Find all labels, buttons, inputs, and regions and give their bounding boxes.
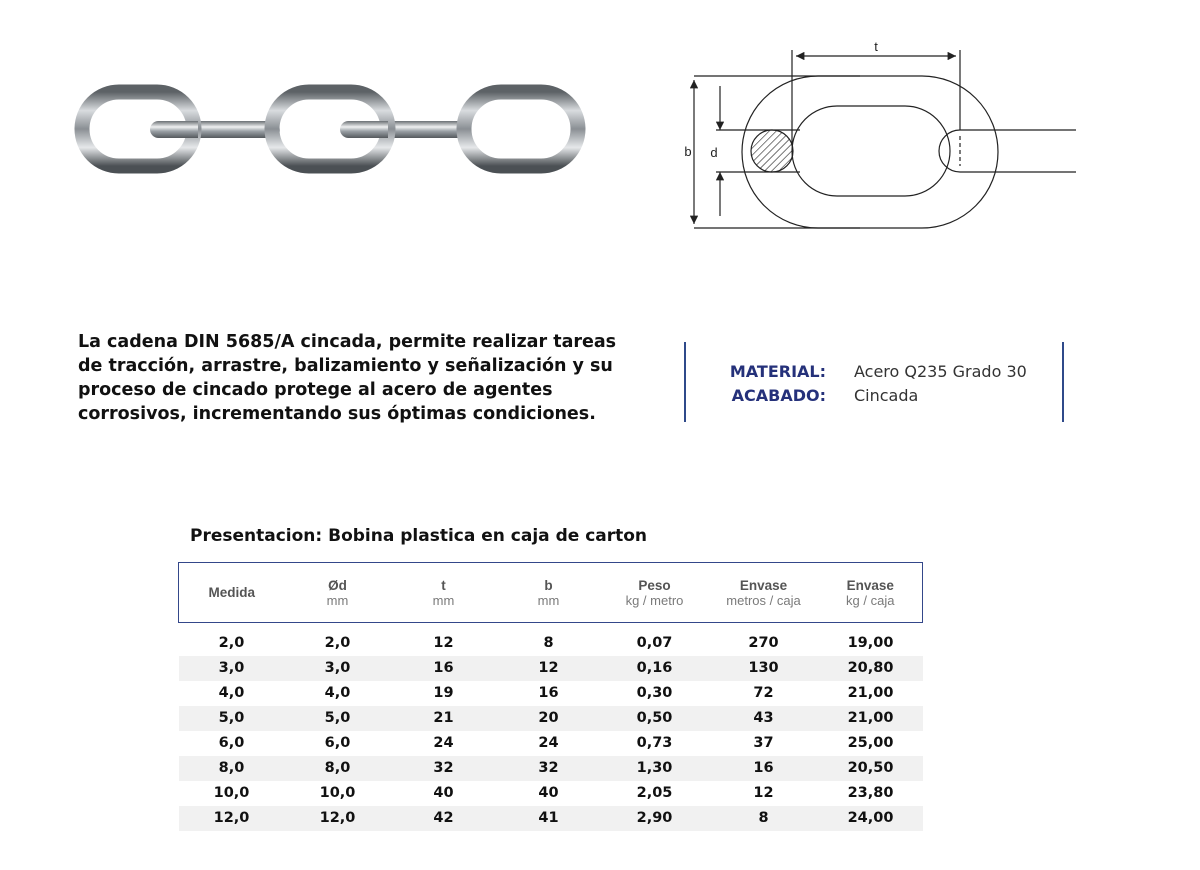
chain-photo — [72, 80, 592, 180]
table-cell: 8,0 — [285, 756, 391, 781]
table-cell: 16 — [709, 756, 819, 781]
header-envase-metros: Envase metros / caja — [709, 563, 819, 623]
material-label: MATERIAL: — [729, 362, 826, 381]
table-row — [179, 631, 923, 656]
header-peso: Peso kg / metro — [601, 563, 709, 623]
table-row — [179, 681, 923, 706]
finish-value: Cincada — [854, 386, 919, 405]
table-cell: 5,0 — [179, 706, 285, 731]
spec-row-material — [686, 362, 1062, 386]
table-cell: 10,0 — [319, 785, 356, 801]
table-cell: 12,0 — [285, 806, 391, 831]
table-cell: 32 — [391, 756, 497, 781]
table-cell: 4,0 — [218, 685, 245, 701]
table-cell: 21 — [391, 706, 497, 731]
table-cell: 24 — [538, 735, 559, 751]
table-row — [179, 781, 923, 806]
table-cell: 2,05 — [636, 785, 673, 801]
table-cell: 25,00 — [847, 735, 894, 751]
table-cell: 0,73 — [636, 735, 673, 751]
table-cell: 16 — [538, 685, 559, 701]
spec-row-finish — [686, 386, 1062, 410]
table-cell: 24,00 — [819, 806, 923, 831]
table-cell: 43 — [709, 706, 819, 731]
table-cell: 21,00 — [819, 706, 923, 731]
table-cell: 8 — [543, 635, 554, 651]
label-t: t — [874, 39, 878, 54]
table-cell: 24 — [433, 735, 454, 751]
table-header-row — [179, 563, 923, 623]
table-cell: 3,0 — [285, 656, 391, 681]
header-envase-kg: Envase kg / caja — [819, 563, 923, 623]
spec-table-wrapper — [178, 562, 922, 831]
table-cell: 6,0 — [324, 735, 351, 751]
table-cell: 32 — [497, 756, 601, 781]
product-description: La cadena DIN 5685/A cincada, permite realizar tareas de tracción, arrastre, balizamiento y señalización y su proceso de cincado protege al acero de agentes corrosivos, incrementando sus óptimas condiciones. — [78, 332, 617, 424]
table-row — [179, 806, 923, 831]
table-cell: 5,0 — [285, 706, 391, 731]
table-body — [179, 623, 923, 831]
table-cell: 0,30 — [636, 685, 673, 701]
table-cell: 20,50 — [819, 756, 923, 781]
table-cell: 42 — [391, 806, 497, 831]
table-cell: 20 — [497, 706, 601, 731]
table-cell: 37 — [753, 735, 774, 751]
table-cell: 0,16 — [601, 656, 709, 681]
table-cell: 41 — [497, 806, 601, 831]
table-cell: 16 — [391, 656, 497, 681]
table-row — [179, 656, 923, 681]
table-cell: 12 — [753, 785, 774, 801]
table-cell: 130 — [709, 656, 819, 681]
header-b: b mm — [497, 563, 601, 623]
header-t: t mm — [391, 563, 497, 623]
table-cell: 19,00 — [847, 635, 894, 651]
table-cell: 270 — [748, 635, 779, 651]
table-cell: 23,80 — [847, 785, 894, 801]
table-cell: 0,07 — [636, 635, 673, 651]
table-cell: 72 — [753, 685, 774, 701]
table-cell: 21,00 — [847, 685, 894, 701]
label-d: d — [710, 145, 718, 160]
table-cell: 12,0 — [179, 806, 285, 831]
table-row — [179, 706, 923, 731]
table-cell: 4,0 — [324, 685, 351, 701]
header-diameter: Ød mm — [285, 563, 391, 623]
table-cell: 40 — [538, 785, 559, 801]
table-cell: 12 — [497, 656, 601, 681]
header-medida: Medida — [179, 563, 285, 623]
table-cell: 10,0 — [213, 785, 250, 801]
table-cell: 6,0 — [218, 735, 245, 751]
table-cell: 1,30 — [601, 756, 709, 781]
spec-table — [178, 562, 923, 831]
presentation-heading: Presentacion: Bobina plastica en caja de carton — [190, 526, 648, 546]
table-cell: 12 — [433, 635, 454, 651]
table-cell: 2,0 — [324, 635, 351, 651]
chain-dimension-diagram — [680, 36, 1100, 236]
label-b: b — [684, 144, 692, 159]
table-cell: 40 — [433, 785, 454, 801]
table-cell: 8 — [709, 806, 819, 831]
material-value: Acero Q235 Grado 30 — [854, 362, 1027, 381]
table-cell: 2,90 — [601, 806, 709, 831]
spec-box — [684, 342, 1064, 422]
table-cell: 8,0 — [179, 756, 285, 781]
table-row — [179, 731, 923, 756]
table-cell: 0,50 — [601, 706, 709, 731]
table-cell: 20,80 — [819, 656, 923, 681]
table-cell: 3,0 — [179, 656, 285, 681]
finish-label: ACABADO: — [731, 386, 826, 405]
table-cell: 2,0 — [218, 635, 245, 651]
table-cell: 19 — [433, 685, 454, 701]
table-row — [179, 756, 923, 781]
